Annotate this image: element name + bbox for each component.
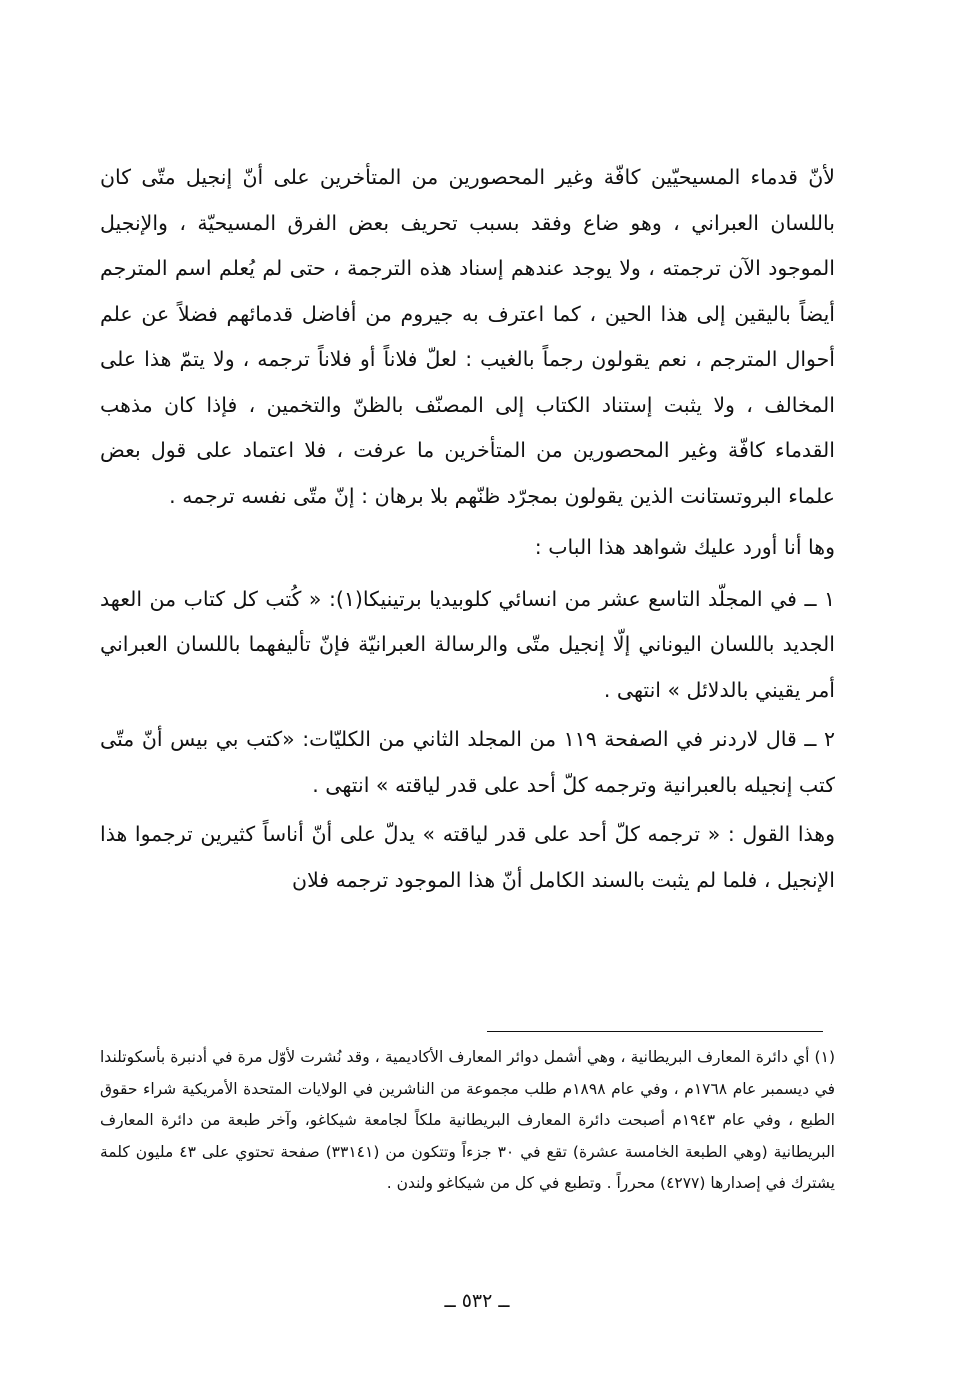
paragraph-intro: لأنّ قدماء المسيحيّين كافّة وغير المحصورين من المتأخرين على أنّ إنجيل متّى كان باللسان العبراني ، وهو ضاع وفقد بسبب تحريف بعض الفرق المسيحيّة ، والإنجيل الموجود الآن ترجمته ، ولا يوجد عندهم إسناد هذه الترجمة ، حتى لم يُعلم اسم المترجم أيضاً باليقين إلى هذا الحين ، كما اعترف به جيروم من أفاضل قدمائهم فضلاً عن علم أحوال المترجم ، نعم يقولون رجماً بالغيب : لعلّ فلاناً أو فلاناً ترجمه ، ولا يتمّ هذا على المخالف ، ولا يثبت إستناد الكتاب إلى المصنّف بالظنّ والتخمين ، فإذا كان مذهب القدماء كافّة وغير المحصورين من المتأخرين ما عرفت ، فلا اعتماد على قول بعض علماء البروتستانت الذين يقولون بمجرّد ظنّهم بلا برهان : إنّ متّى نفسه ترجمه . <box>100 165 835 508</box>
paragraph-evidence-2: ٢ ــ قال لاردنر في الصفحة ١١٩ من المجلد الثاني من الكليّات: «كتب بي بيس أنّ متّى كتب إنجيله بالعبرانية وترجمه كلّ أحد على قدر لياقته » انتهى . <box>100 727 835 797</box>
paragraph-commentary: وهذا القول : « ترجمه كلّ أحد على قدر لياقته » يدلّ على أنّ أناساً كثيرين ترجموا هذا الإنجيل ، فلما لم يثبت بالسند الكامل أنّ هذا الموجود ترجمه فلان <box>100 822 835 892</box>
paragraph-evidence-1: ١ ــ في المجلّد التاسع عشر من انسائي كلوبيديا برتينيكا(١): « كُتب كل كتاب من العهد الجديد باللسان اليوناني إلّا إنجيل متّى والرسالة العبرانيّة فإنّ تأليفهما باللسان العبراني أمر يقيني بالدلائل » انتهى . <box>100 586 835 702</box>
footnote-1: (١) أي دائرة المعارف البريطانية ، وهي أشمل دوائر المعارف الأكاديمية ، وقد نُشرت لأوّل مرة في أدنبرة بأسكوتلندا في ديسمبر عام ١٧٦٨م ، وفي عام ١٨٩٨م طلب مجموعة من الناشرين في الولايات المتحدة الأمريكية شراء حقوق الطبع ، وفي عام ١٩٤٣م أصبحت دائرة المعارف البريطانية ملكاً لجامعة شيكاغو، وآخر طبعة من دائرة المعارف البريطانية (وهي الطبعة الخامسة عشرة) تقع في ٣٠ جزءاً وتتكون من (٣٣١٤١) صفحة تحتوي على ٤٣ مليون كلمة يشترك في إصدارها (٤٢٧٧) محرراً . وتطبع في كل من شيكاغو ولندن . <box>100 1048 835 1192</box>
paragraph-evidence-heading: وها أنا أورد عليك شواهد هذا الباب : <box>534 535 835 559</box>
main-text <box>100 155 835 903</box>
footnote-separator <box>487 1031 823 1032</box>
page-number: ــ ٥٣٢ ــ <box>444 1290 510 1312</box>
footnotes <box>100 1042 835 1200</box>
